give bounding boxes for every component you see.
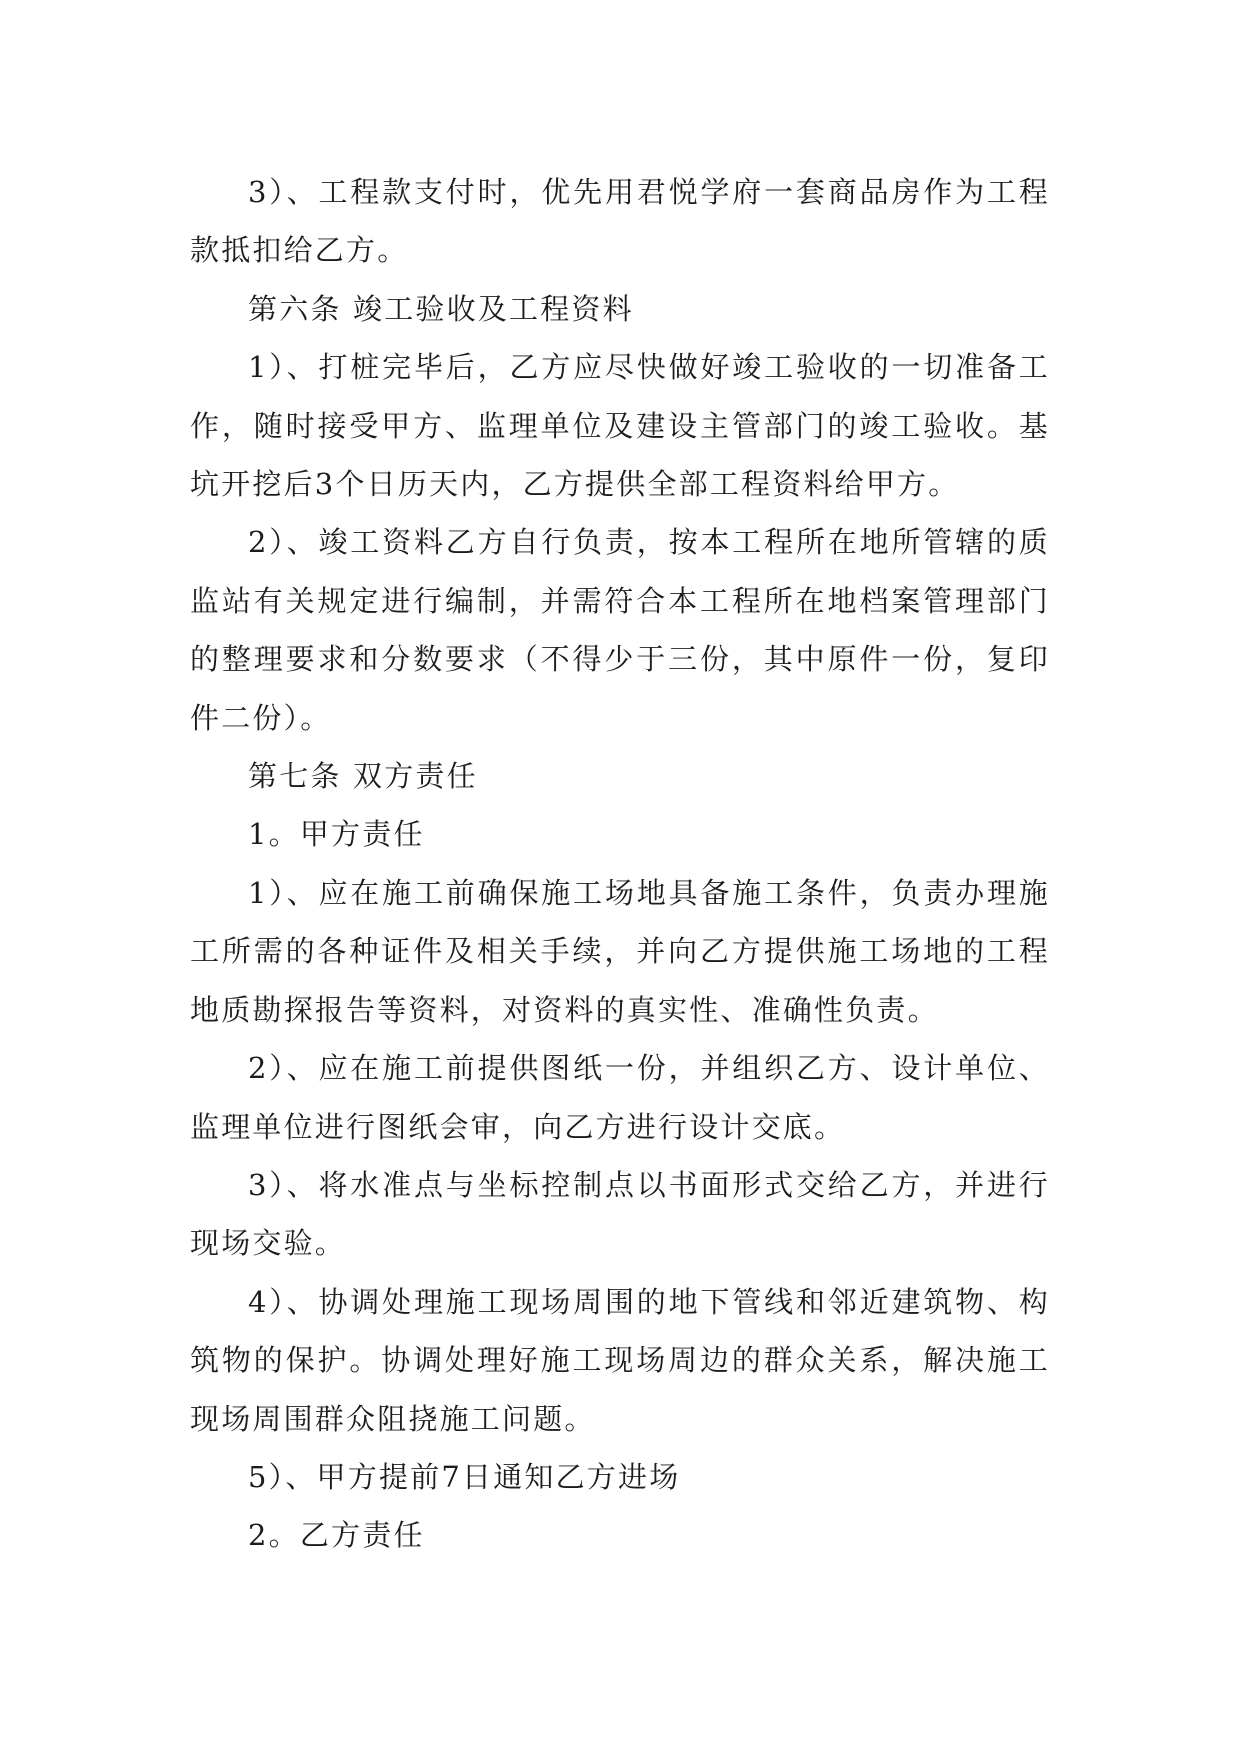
paragraph-acceptance-clause-1: 1）、打桩完毕后，乙方应尽快做好竣工验收的一切准备工作，随时接受甲方、监理单位及建设主管部门的竣工验收。基坑开挖后3个日历天内，乙方提供全部工程资料给甲方。: [190, 350, 1050, 502]
subheading-party-a-duties: 1。甲方责任: [248, 817, 425, 852]
paragraph-payment-clause-3: 3）、工程款支付时，优先用君悦学府一套商品房作为工程款抵扣给乙方。: [190, 175, 1050, 268]
paragraph-party-a-clause-1: 1）、应在施工前确保施工场地具备施工条件，负责办理施工所需的各种证件及相关手续，并向乙方提供施工场地的工程地质勘探报告等资料，对资料的真实性、准确性负责。: [190, 875, 1050, 1027]
document-body: [190, 163, 1050, 1565]
paragraph-party-a-clause-5: 5）、甲方提前7日通知乙方进场: [248, 1459, 681, 1494]
paragraph-party-a-clause-3: 3）、将水准点与坐标控制点以书面形式交给乙方，并进行现场交验。: [190, 1167, 1050, 1261]
paragraph-party-a-clause-4: 4）、协调处理施工现场周围的地下管线和邻近建筑物、构筑物的保护。协调处理好施工现场周边的群众关系，解决施工现场周围群众阻挠施工问题。: [190, 1284, 1050, 1436]
paragraph-party-a-clause-2: 2）、应在施工前提供图纸一份，并组织乙方、设计单位、监理单位进行图纸会审，向乙方进行设计交底。: [190, 1051, 1050, 1144]
heading-article-6: 第六条 竣工验收及工程资料: [248, 291, 634, 326]
heading-article-7: 第七条 双方责任: [248, 759, 478, 794]
subheading-party-b-duties: 2。乙方责任: [248, 1518, 425, 1553]
paragraph-acceptance-clause-2: 2）、竣工资料乙方自行负责，按本工程所在地所管辖的质监站有关规定进行编制，并需符合本工程所在地档案管理部门的整理要求和分数要求（不得少于三份，其中原件一份，复印件二份）。: [190, 525, 1050, 735]
